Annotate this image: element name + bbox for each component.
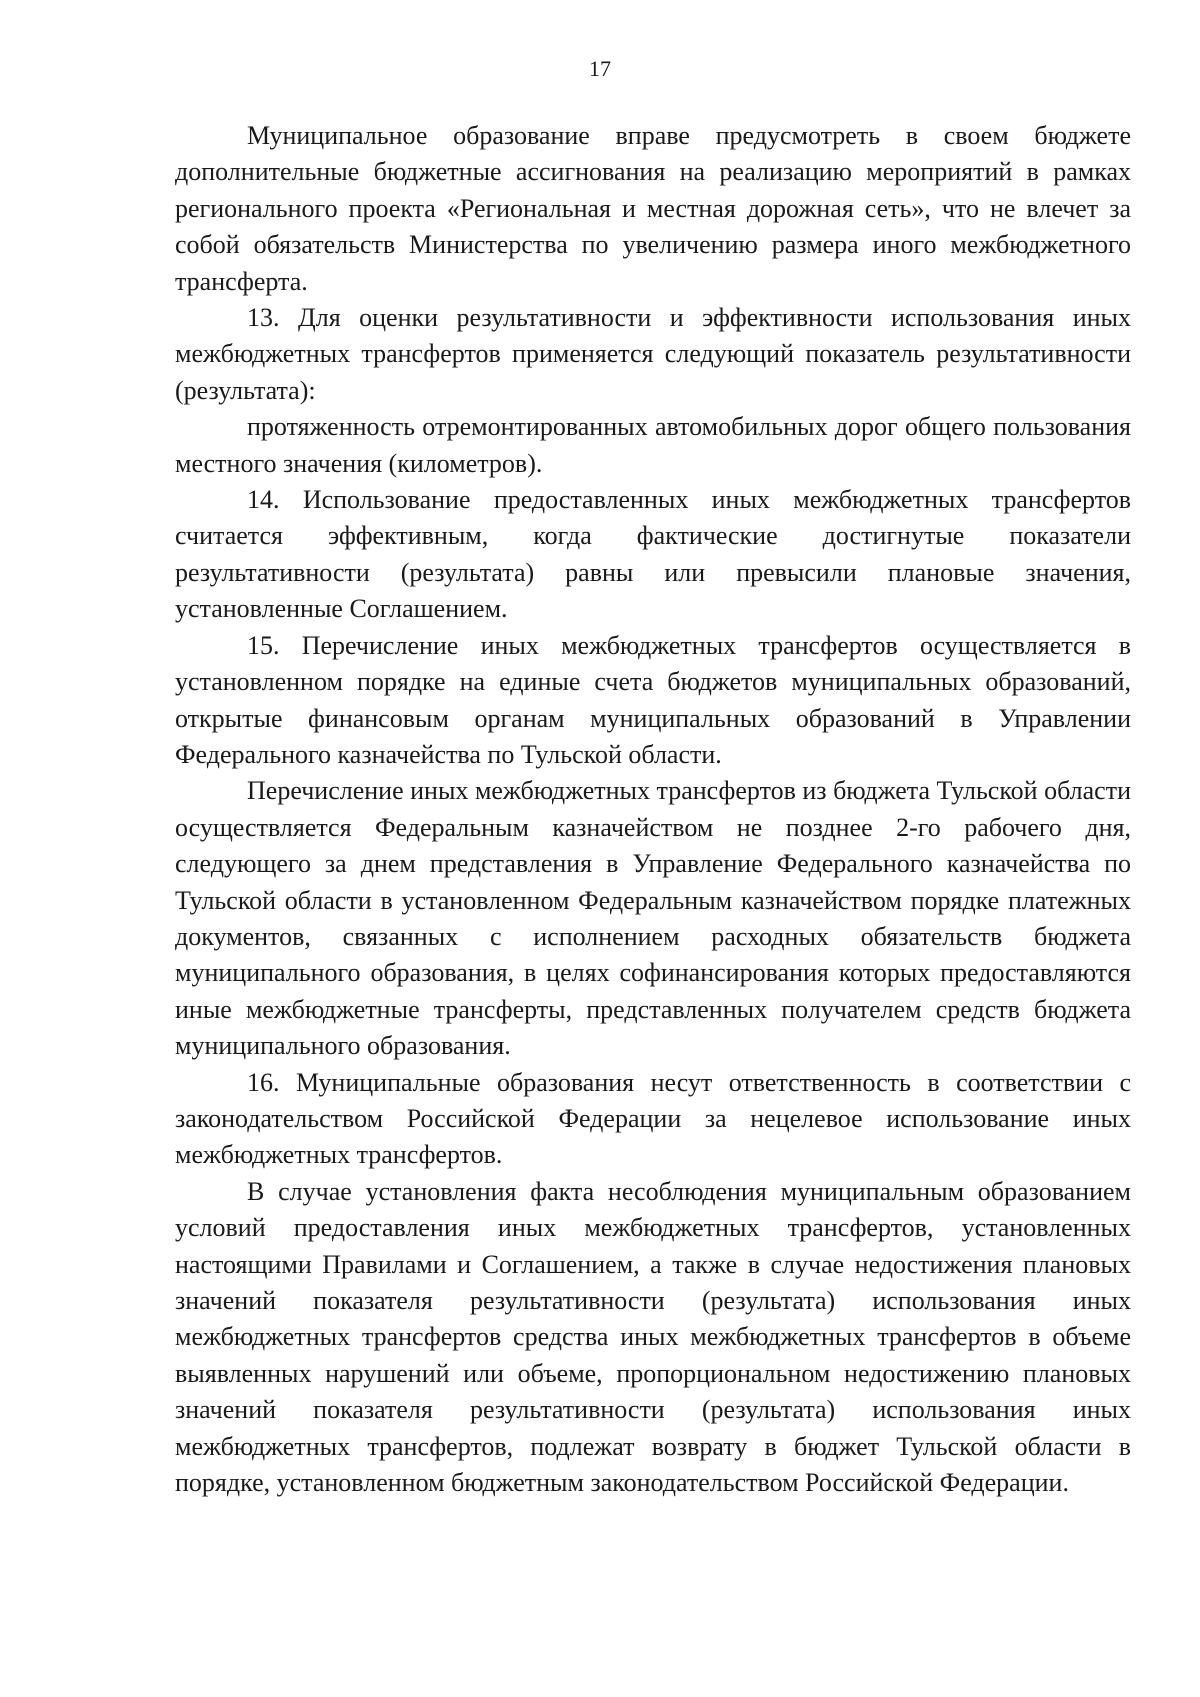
paragraph: Муниципальное образование вправе предусмотреть в своем бюджете дополнительные бюджетные ассигнования на реализацию мероприятий в рамках регионального проекта «Региональная и местная дорожная сеть», что не влечет за собой обязательств Министерства по увеличению размера иного межбюджетного трансферта. [175, 121, 1131, 296]
paragraph: Перечисление иных межбюджетных трансфертов из бюджета Тульской области осуществляется Федеральным казначейством не позднее 2-го рабочего дня, следующего за днем представления в Управление Федерального казначейства по Тульской области в установленном Федеральным казначейством порядке платежных документов, связанных с исполнением расходных обязательств бюджета муниципального образования, в целях софинансирования которых предоставляются иные межбюджетные трансферты, представленных получателем средств бюджета муниципального образования. [175, 776, 1131, 1061]
paragraph-item-13: 13. Для оценки результативности и эффективности использования иных межбюджетных трансфертов применяется следующий показатель результативности (результата): [175, 303, 1131, 405]
page-number: 17 [589, 56, 611, 81]
paragraph-item-14: 14. Использование предоставленных иных межбюджетных трансфертов считается эффективным, когда фактические достигнутые показатели результативности (результата) равны или превысили плановые значения, установленные Соглашением. [175, 485, 1131, 624]
document-body [175, 118, 1131, 1501]
paragraph-item-15: 15. Перечисление иных межбюджетных трансфертов осуществляется в установленном порядке на единые счета бюджетов муниципальных образований, открытые финансовым органам муниципальных образований в Управлении Федерального казначейства по Тульской области. [175, 630, 1131, 769]
paragraph: В случае установления факта несоблюдения муниципальным образованием условий предоставления иных межбюджетных трансфертов, установленных настоящими Правилами и Соглашением, а также в случае недостижения плановых значений показателя результативности (результата) использования иных межбюджетных трансфертов средства иных межбюджетных трансфертов в объеме выявленных нарушений или объеме, пропорциональном недостижению плановых значений показателя результативности (результата) использования иных межбюджетных трансфертов, подлежат возврату в бюджет Тульской области в порядке, установленном бюджетным законодательством Российской Федерации. [175, 1176, 1131, 1498]
paragraph: протяженность отремонтированных автомобильных дорог общего пользования местного значения (километров). [175, 412, 1131, 478]
paragraph-item-16: 16. Муниципальные образования несут ответственность в соответствии с законодательством Российской Федерации за нецелевое использование иных межбюджетных трансфертов. [175, 1067, 1131, 1170]
